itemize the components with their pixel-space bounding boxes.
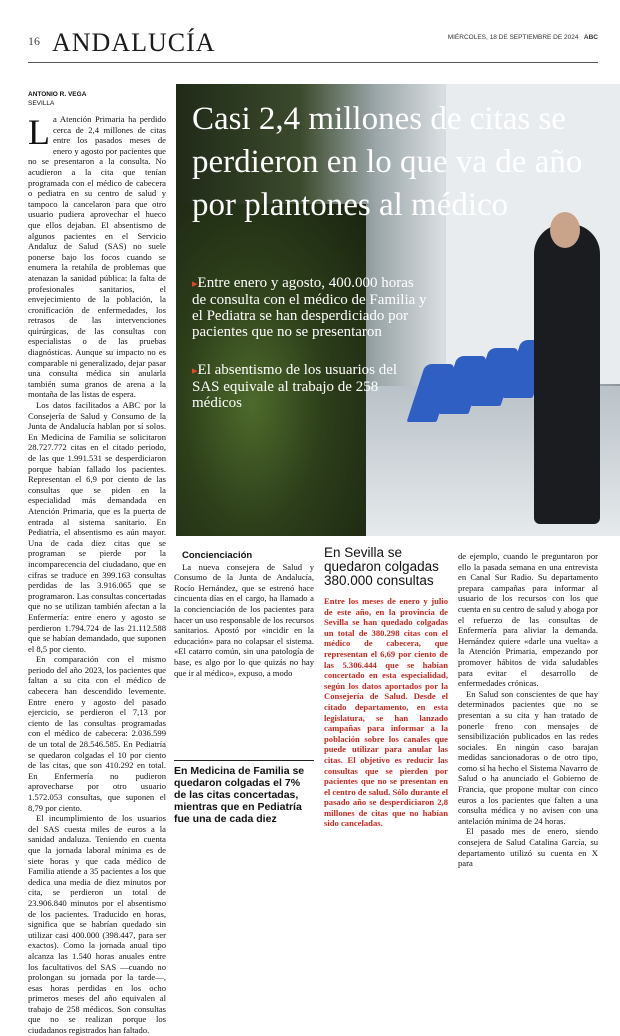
photo-chairs (416, 334, 546, 424)
drop-cap: L (28, 112, 50, 152)
subhead-2: ▸El absentismo de los usuarios del SAS equivale al trabajo de 258 médicos (192, 362, 398, 411)
dateline (448, 34, 598, 41)
paragraph: El incumplimiento de los usuarios del SAS cuesta miles de euros a la sanidad andaluza. Teniendo en cuenta que la jornada laboral mínima es de siete horas y que cada médico de Familia atiende a 35 pacientes a los que dedica una media de diez minutos por cita, se perdieron un total de 23.906.840 minutos por el absentismo de los pacientes. Traducido en horas, significa que se habrían quedado sin utilizar casi 400.000 (398.447, para ser exactos). Como la jornada anual tipo alcanza las 1.540 horas anuales entre los facultativos del SAS —cuando no prolongan su jornada por la tarde—, esas horas perdidas en los ocho primeros meses del año equivalen al trabajo de 258 médicos. Son consultas que no se realizan porque los ciudadanos registrados han faltado. (28, 813, 166, 1036)
pull-quote: En Medicina de Familia se quedaron colgadas el 7% de las citas concertadas, mientras que en Pediatría fue una de cada diez (174, 760, 314, 825)
triangle-bullet-icon: ▸ (192, 278, 198, 290)
byline (28, 90, 178, 108)
author: ANTONIO R. VEGA (28, 91, 87, 98)
section-subhead: Concienciación (182, 550, 253, 561)
paragraph: En Salud son conscientes de que hay determinados pacientes que no se presentan a su cita y han tratado de ponerle freno con mensajes de sensibilización publicados en las redes sociales. En ningún caso barajan medidas sancionadoras o de otro tipo, como sí ha hecho el Sistema Navarro de Salud o ha anunciado el Gobierno de Francia, que propone multar con cinco euros a los pacientes que falten a una consulta médica y no avisen con una antelación mínima de 24 horas. (458, 688, 598, 826)
page-number: 16 (28, 34, 40, 48)
paragraph: En comparación con el mismo periodo del año 2023, los pacientes que faltan a su cita con el médico de cabecera han descendido levemente. Entre enero y agosto del pasado ejercicio, se perdieron el 7,13 por ciento de las consultas programadas con el médico de cabecera: 2.036.599 de un total de 28.546.585. En Pediatría se quedaron colgadas el 10 por ciento de las citas, que son 410.292 en total. En Enfermería no pudieron aprovecharse por otro usuario 1.572.053 consultas, que suponen el 8,79 por ciento. (28, 654, 166, 813)
photo-person (534, 224, 600, 524)
section-title: ANDALUCÍA (52, 28, 216, 57)
subhead-1: ▸Entre enero y agosto, 400.000 horas de consulta con el médico de Familia y el Pediatra se han desperdiciado por pacientes que no se presentaron (192, 275, 427, 340)
paragraph: de ejemplo, cuando le preguntaron por ello la pasada semana en una entrevista en Canal Sur Radio. Su departamento prepara campañas para informar al usuario de los recursos con los que cuenta en su centro de salud y aboga por el refuerzo de las consultas de Enfermería para aliviar la demanda. Hernández quiere «darle una vuelta» a la Atención Primaria, empezando por promover hábitos de vida saludables para evitar el desarrollo de enfermedades crónicas. (458, 551, 598, 689)
paragraph: a Atención Primaria ha perdido cerca de 2,4 millones de citas entre los pasados meses de enero y agosto por pacientes que no se presentaron a la consulta. No acudieron a la cita que tenían programada con el médico de cabecera o pediatra en su centro de salud y tampoco la cancelaron para que otro usuario pudiera aprovechar el hueco que ellos dejaban. El absentismo de algunos pacientes en el Servicio Andaluz de Salud (SAS) no suele ponerse bajo los focos cuando se enumera la retahíla de problemas que atenazan la sanidad pública: la falta de profesionales sanitarios, el envejecimiento de la población, la cronificación de enfermedades, los retrasos de las intervenciones quirúrgicas, de las consultas con especialistas o de las pruebas diagnósticas. Aunque su impacto no es comparable ni generalizado, dejar pasar una consulta médica sin anularla también suma granos de arena a la montaña de las listas de espera. (28, 114, 166, 400)
date: MIÉRCOLES, 18 DE SEPTIEMBRE DE 2024 (447, 34, 579, 41)
article-column-4 (458, 551, 598, 869)
header-rule (28, 62, 598, 63)
paragraph: Los datos facilitados a ABC por la Consejería de Salud y Consumo de la Junta de Andalucía hablan por sí solos. En Medicina de Familia se solicitaron 28.727.772 citas en el citado periodo, de las que 1.991.531 se desperdiciaron porque habían fallado los pacientes. Representan el 6,9 por ciento de las consultas que se piden en la especialidad más demandada en Atención Primaria, que es la puerta de entrada al sistema sanitario. En Pediatría, el absentismo es aún mayor. Una de cada diez citas que se programan se pierde por la incomparecencia del ciudadano, que en cifras se traduce en 399.163 consultas perdidas de las 3.916.065 que se programaron. Las consultas concertadas que no se utilizan también afectan a la Enfermería: entre enero y agosto se perdieron 1.794.724 de las 21.112.588 que se habían demandado, que suponen el 8,5 por ciento. (28, 400, 166, 654)
paragraph: El pasado mes de enero, siendo consejera de Salud Catalina García, su departamento utilizó su cuenta en X para (458, 826, 598, 869)
paragraph: La nueva consejera de Salud y Consumo de la Junta de Andalucía, Rocío Hernández, que se estrenó hace cincuenta días en el cargo, ha llamado a la concienciación de los pacientes para hacer un uso responsable de los recursos sanitarios. Apostó por «incidir en la educación» para no colapsar el sistema. «El catarro común, sin una patología de base, es algo por lo que quizás no hay que ir al médico», expuso, a modo (174, 561, 314, 678)
triangle-bullet-icon: ▸ (192, 365, 198, 377)
headline: Casi 2,4 millones de citas se perdieron en lo que va de año por plantones al médico (192, 101, 583, 223)
article-column-1 (28, 112, 166, 1036)
brand-logo: ABC (583, 34, 598, 41)
sidebar-column (324, 596, 448, 841)
byline-place: SEVILLA (28, 100, 55, 107)
sidebar-heading: En Sevilla se quedaron colgadas 380.000 consultas (324, 545, 439, 588)
sidebar-lead: Entre los meses de enero y julio de este año, en la provincia de Sevilla se han quedado colgadas un total de 380.298 citas con el médico de cabecera, que representan el 6,69 por ciento de las 5.306.444 que se habían concertado en esta especialidad, según los datos aportados por la Consejería de Salud. Desde el citado departamento, en esta legislatura, se han lanzado campañas para informar a la población sobre los canales que puede utilizar para anular las citas. El objetivo es reducir las consultas que se pierden por pacientes que no se presentan en el centro de salud. Sólo durante el pasado año se desperdiciaron 2,8 millones de citas que no habían sido canceladas. (324, 596, 448, 829)
article-column-2 (174, 551, 314, 751)
